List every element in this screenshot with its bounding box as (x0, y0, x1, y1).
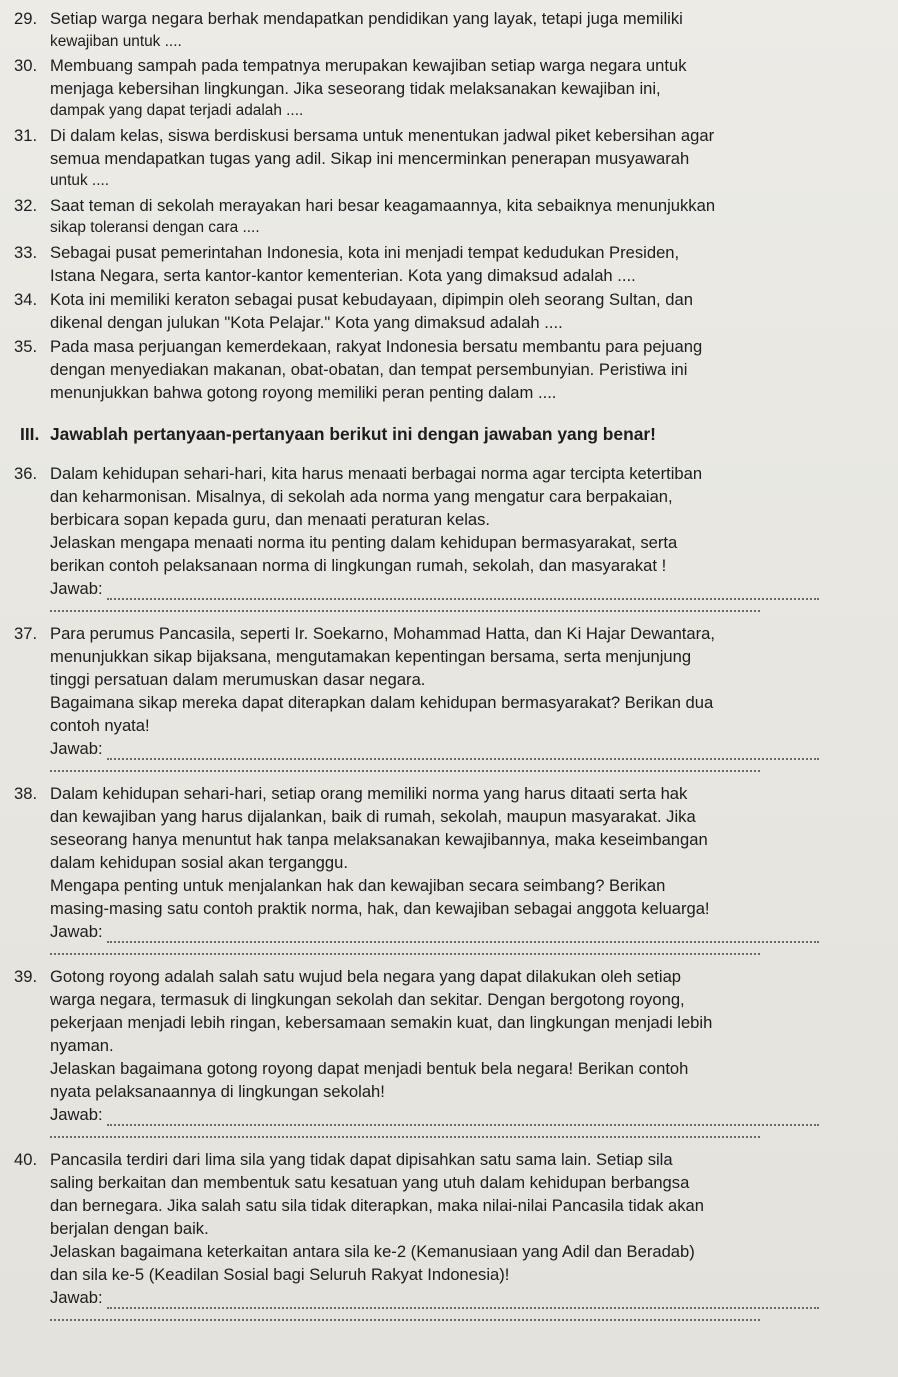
question-34 (14, 289, 872, 334)
question-text-line: dikenal dengan julukan "Kota Pelajar." Kota yang dimaksud adalah .... (50, 312, 563, 332)
essay-question-36 (14, 462, 872, 612)
answer-row (50, 577, 872, 600)
question-30 (14, 55, 872, 123)
question-text-line: Jelaskan mengapa menaati norma itu penting dalam kehidupan bermasyarakat, serta (50, 533, 678, 553)
question-29 (14, 8, 872, 53)
answer-line[interactable] (107, 1293, 819, 1309)
question-number: 35. (14, 337, 38, 357)
answer-label: Jawab: (50, 1105, 103, 1125)
question-text-line: Bagaimana sikap mereka dapat diterapkan dalam kehidupan bermasyarakat? Berikan dua (50, 693, 714, 713)
answer-label: Jawab: (50, 922, 103, 942)
question-number: 34. (14, 290, 38, 310)
answer-line[interactable] (50, 600, 760, 612)
question-text-line: nyata pelaksanaannya di lingkungan sekolah! (50, 1082, 385, 1102)
answer-label: Jawab: (50, 1288, 103, 1308)
question-text-line: Kota ini memiliki keraton sebagai pusat kebudayaan, dipimpin oleh seorang Sultan, dan (50, 290, 693, 310)
answer-line[interactable] (107, 744, 819, 760)
question-35 (14, 336, 872, 404)
essay-question-39 (14, 965, 872, 1138)
answer-label: Jawab: (50, 739, 103, 759)
question-text-line: sikap toleransi dengan cara .... (50, 219, 260, 237)
question-number: 38. (14, 784, 38, 804)
question-number: 37. (14, 624, 38, 644)
question-31 (14, 125, 872, 193)
question-text-line: masing-masing satu contoh praktik norma, hak, dan kewajiban sebagai anggota keluarga! (50, 899, 710, 919)
question-number: 29. (14, 9, 38, 28)
question-text-line: Mengapa penting untuk menjalankan hak dan kewajiban secara seimbang? Berikan (50, 876, 666, 896)
question-text-line: Sebagai pusat pemerintahan Indonesia, kota ini menjadi tempat kedudukan Presiden, (50, 242, 680, 262)
question-number: 36. (14, 464, 38, 484)
question-text-line: Pancasila terdiri dari lima sila yang tidak dapat dipisahkan satu sama lain. Setiap sila (50, 1150, 673, 1170)
question-text-line: Pada masa perjuangan kemerdekaan, rakyat Indonesia bersatu membantu para pejuang (50, 337, 703, 357)
question-text-line: Jelaskan bagaimana keterkaitan antara sila ke-2 (Kemanusiaan yang Adil dan Beradab) (50, 1242, 695, 1262)
question-text-line: dengan menyediakan makanan, obat-obatan, dan tempat persembunyian. Peristiwa ini (50, 359, 688, 379)
answer-row (50, 1103, 872, 1126)
question-text-line: Di dalam kelas, siswa berdiskusi bersama untuk menentukan jadwal piket kebersihan agar (50, 125, 715, 145)
question-text-line: saling berkaitan dan membentuk satu kesatuan yang utuh dalam kehidupan berbangsa (50, 1173, 690, 1193)
question-text-line: Para perumus Pancasila, seperti Ir. Soekarno, Mohammad Hatta, dan Ki Hajar Dewantara, (50, 624, 715, 644)
section-number: III. (20, 424, 40, 445)
question-text-line: menunjukkan bahwa gotong royong memiliki peran penting dalam .... (50, 382, 557, 402)
answer-row (50, 737, 872, 760)
essay-question-37 (14, 622, 872, 772)
objective-question-list (14, 8, 872, 404)
question-text-line: Membuang sampah pada tempatnya merupakan kewajiban setiap warga negara untuk (50, 56, 687, 76)
question-text-line: berbicara sopan kepada guru, dan menaati peraturan kelas. (50, 510, 491, 530)
answer-line[interactable] (50, 943, 760, 955)
answer-label: Jawab: (50, 579, 103, 599)
answer-line[interactable] (50, 1126, 760, 1138)
question-text-line: kewajiban untuk .... (50, 32, 182, 50)
question-text-line: berikan contoh pelaksanaan norma di lingkungan rumah, sekolah, dan masyarakat ! (50, 556, 667, 576)
question-number: 40. (14, 1150, 38, 1170)
question-number: 32. (14, 195, 38, 215)
question-number: 33. (14, 242, 38, 262)
question-text-line: dalam kehidupan sosial akan terganggu. (50, 853, 348, 873)
question-33 (14, 242, 872, 287)
answer-row (50, 1286, 872, 1309)
question-text-line: Gotong royong adalah salah satu wujud bela negara yang dapat dilakukan oleh setiap (50, 967, 682, 987)
question-text-line: menunjukkan sikap bijaksana, mengutamakan kepentingan bersama, serta menjunjung (50, 647, 692, 667)
question-text-line: menjaga kebersihan lingkungan. Jika seseorang tidak melaksanakan kewajiban ini, (50, 78, 661, 98)
question-text-line: tinggi persatuan dalam merumuskan dasar negara. (50, 670, 426, 690)
question-text-line: dan keharmonisan. Misalnya, di sekolah ada norma yang mengatur cara berpakaian, (50, 487, 673, 507)
question-text-line: dan kewajiban yang harus dijalankan, baik di rumah, sekolah, maupun masyarakat. Jika (50, 807, 696, 827)
question-number: 31. (14, 125, 38, 145)
question-text-line: seseorang hanya menuntut hak tanpa melaksanakan kewajibannya, maka keseimbangan (50, 830, 708, 850)
question-text-line: nyaman. (50, 1036, 114, 1056)
question-text-line: Dalam kehidupan sehari-hari, kita harus menaati berbagai norma agar tercipta ketertiban (50, 464, 703, 484)
question-text-line: dan bernegara. Jika salah satu sila tidak diterapkan, maka nilai-nilai Pancasila tidak akan (50, 1196, 704, 1216)
section-heading (14, 422, 872, 446)
question-text-line: semua mendapatkan tugas yang adil. Sikap ini mencerminkan penerapan musyawarah (50, 148, 690, 168)
answer-row (50, 920, 872, 943)
question-32 (14, 195, 872, 240)
essay-question-40 (14, 1148, 872, 1321)
answer-line[interactable] (107, 584, 819, 600)
question-number: 39. (14, 967, 38, 987)
question-text-line: berjalan dengan baik. (50, 1219, 209, 1239)
question-text-line: Saat teman di sekolah merayakan hari besar keagamaannya, kita sebaiknya menunjukkan (50, 195, 716, 215)
essay-question-list (14, 462, 872, 1321)
question-text-line: Setiap warga negara berhak mendapatkan pendidikan yang layak, tetapi juga memiliki (50, 9, 683, 28)
essay-question-38 (14, 782, 872, 955)
question-text-line: Istana Negara, serta kantor-kantor kementerian. Kota yang dimaksud adalah .... (50, 265, 636, 285)
section-instruction: Jawablah pertanyaan-pertanyaan berikut ini dengan jawaban yang benar! (50, 424, 656, 445)
question-text-line: untuk .... (50, 172, 110, 190)
question-text-line: dan sila ke-5 (Keadilan Sosial bagi Seluruh Rakyat Indonesia)! (50, 1265, 510, 1285)
question-number: 30. (14, 56, 38, 76)
question-text-line: pekerjaan menjadi lebih ringan, kebersamaan semakin kuat, dan lingkungan menjadi lebih (50, 1013, 713, 1033)
answer-line[interactable] (107, 1110, 819, 1126)
answer-line[interactable] (107, 927, 819, 943)
question-text-line: Jelaskan bagaimana gotong royong dapat menjadi bentuk bela negara! Berikan contoh (50, 1059, 689, 1079)
answer-line[interactable] (50, 1309, 760, 1321)
question-text-line: Dalam kehidupan sehari-hari, setiap orang memiliki norma yang harus ditaati serta hak (50, 784, 688, 804)
answer-line[interactable] (50, 760, 760, 772)
question-text-line: warga negara, termasuk di lingkungan sekolah dan sekitar. Dengan bergotong royong, (50, 990, 685, 1010)
question-text-line: contoh nyata! (50, 716, 150, 736)
question-text-line: dampak yang dapat terjadi adalah .... (50, 102, 304, 120)
